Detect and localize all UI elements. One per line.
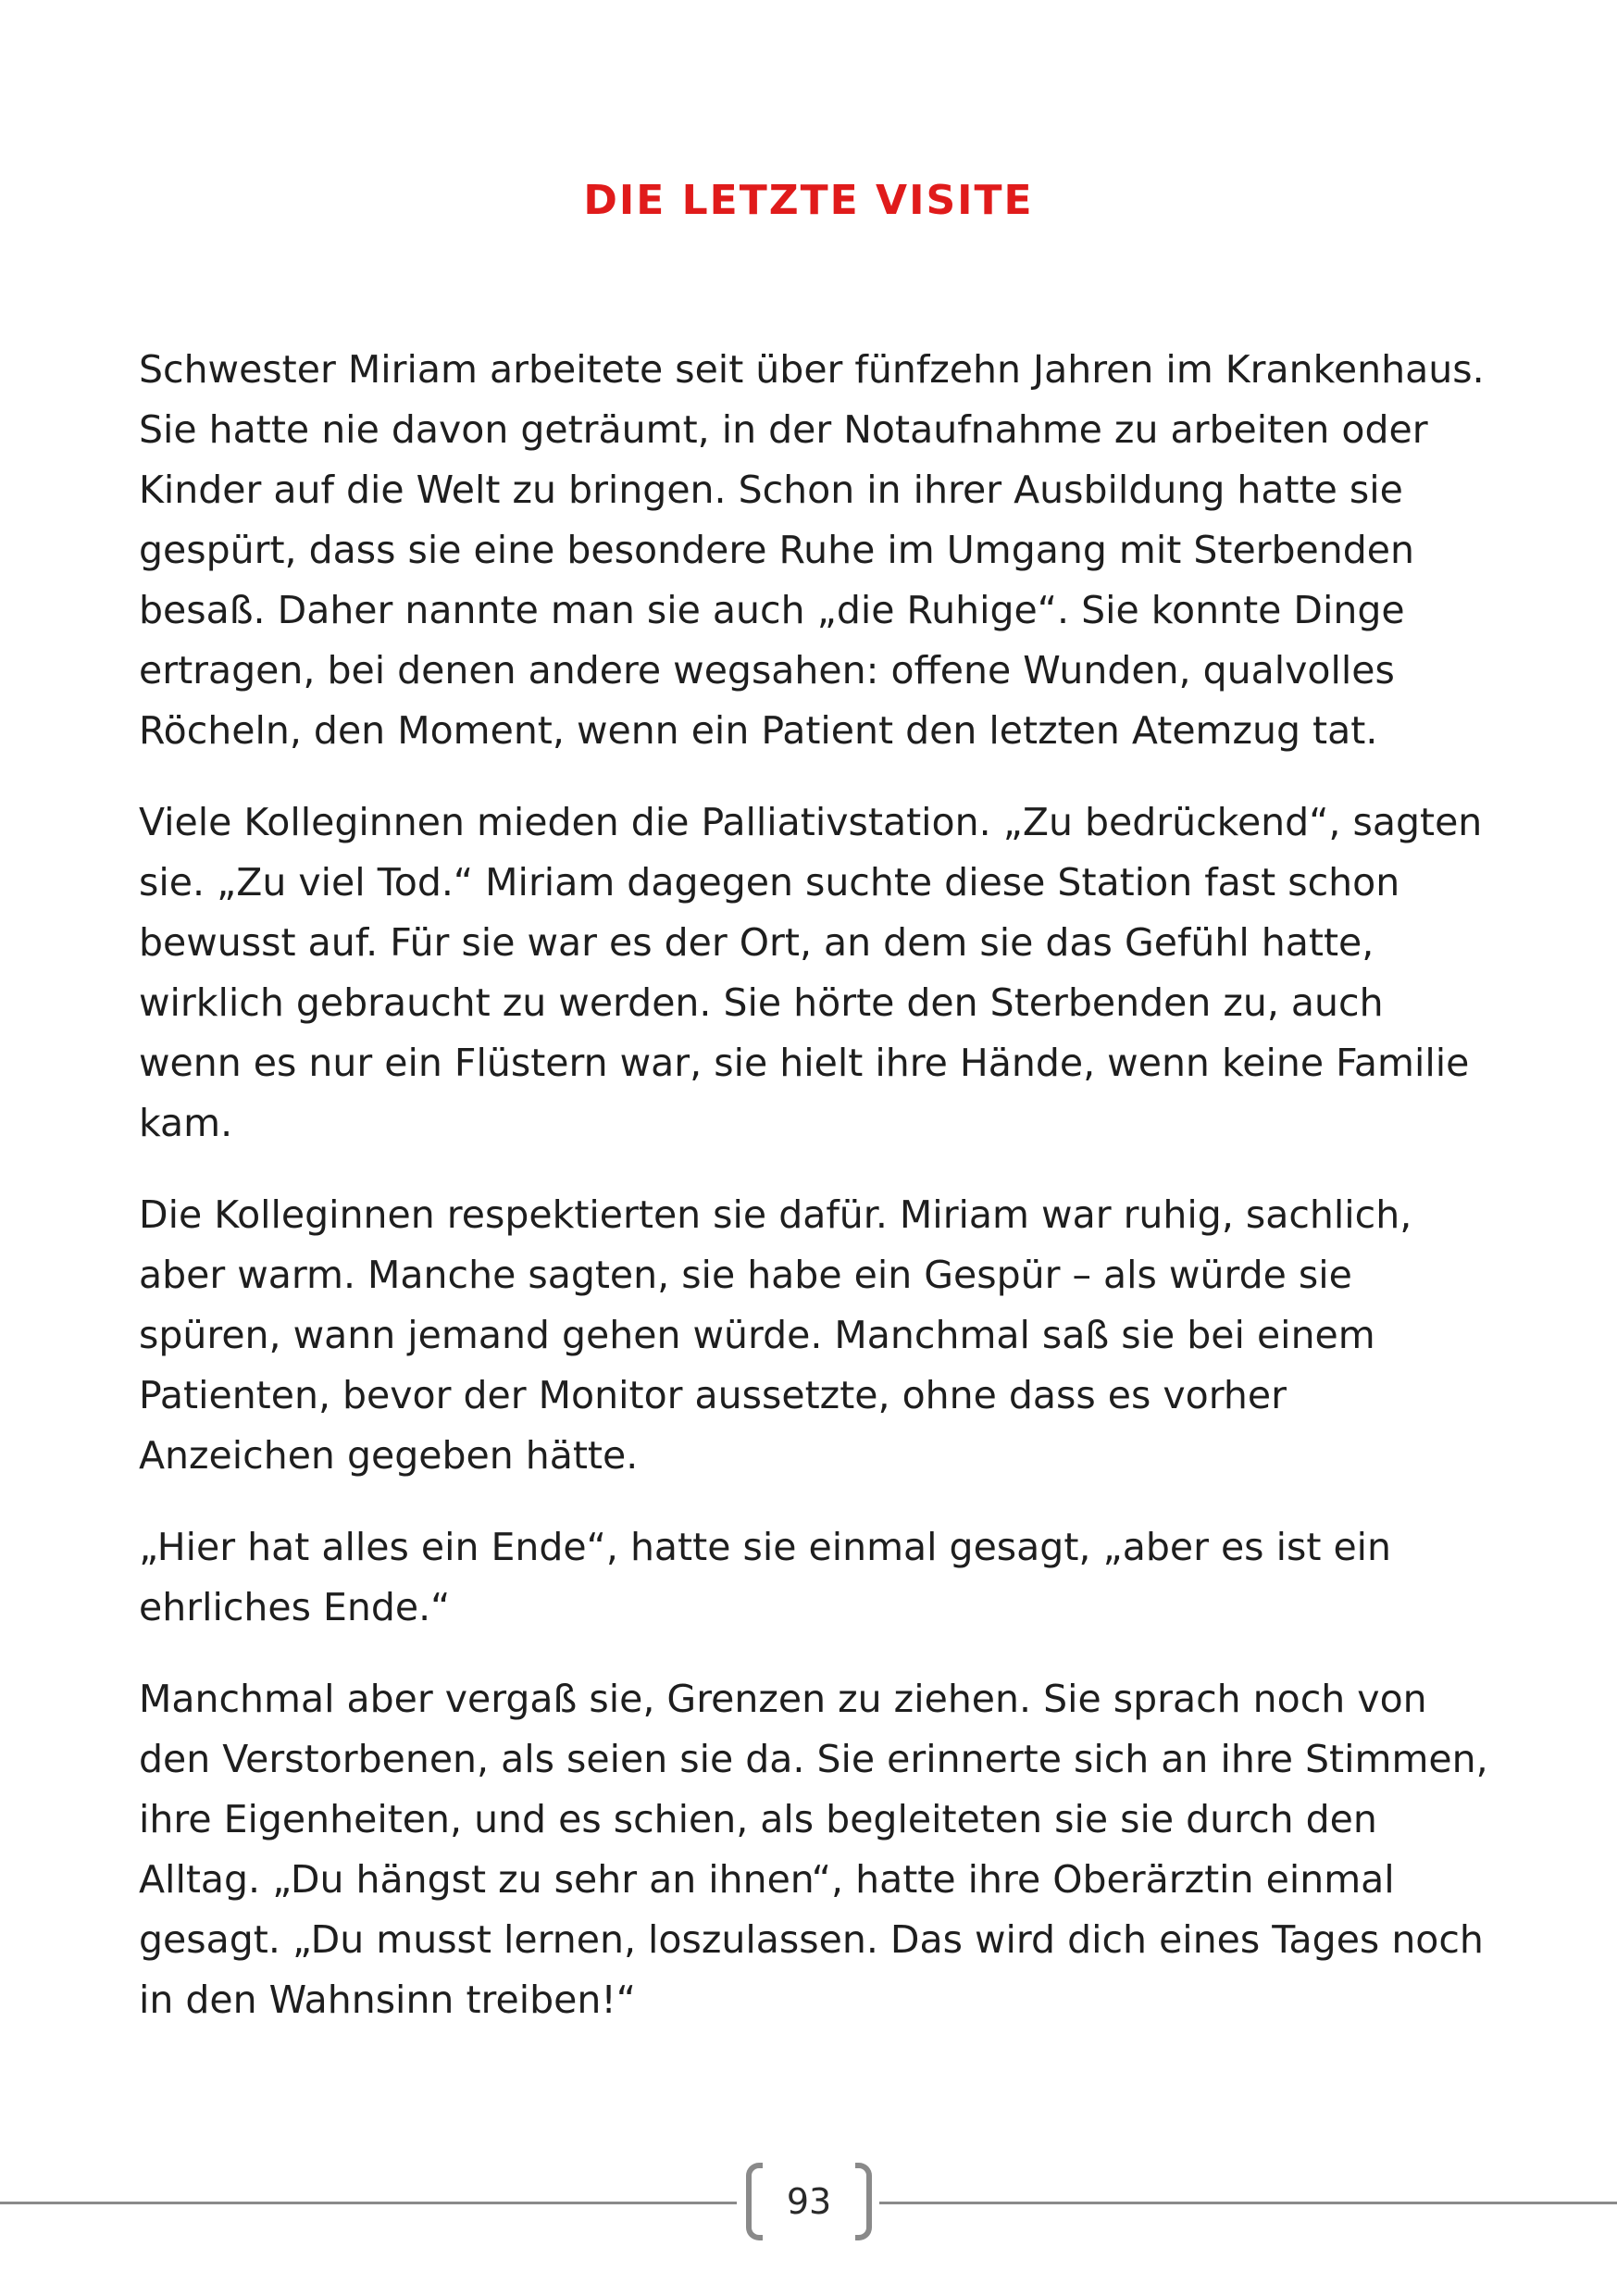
page-number: 93 bbox=[786, 2181, 832, 2222]
paragraph: Viele Kolleginnen mieden die Palliativstation. „Zu bedrückend“, sagten sie. „Zu viel Tod.“ Miriam dagegen suchte diese Station fast schon bewusst auf. Für sie war es der Ort, an dem sie das Gefühl hatte, wirklich gebraucht zu werden. Sie hörte den Sterbenden zu, auch wenn es nur ein Flüstern war, sie hielt ihre Hände, wenn keine Familie kam. bbox=[139, 800, 1483, 1145]
chapter-body bbox=[139, 340, 1490, 2062]
chapter-title: DIE LETZTE VISITE bbox=[583, 177, 1034, 225]
footer-rule-left bbox=[0, 2202, 737, 2204]
paragraph: Die Kolleginnen respektierten sie dafür. Miriam war ruhig, sachlich, aber warm. Manche sagten, sie habe ein Gespür – als würde sie spüren, wann jemand gehen würde. Manchmal saß sie bei einem Patienten, bevor der Monitor aussetzte, ohne dass es vorher Anzeichen gegeben hätte. bbox=[139, 1192, 1412, 1478]
paragraph: Schwester Miriam arbeitete seit über fünfzehn Jahren im Krankenhaus. Sie hatte nie davon geträumt, in der Notaufnahme zu arbeiten oder Kinder auf die Welt zu bringen. Schon in ihrer Ausbildung hatte sie gespürt, dass sie eine besondere Ruhe im Umgang mit Sterbenden besaß. Daher nannte man sie auch „die Ruhige“. Sie konnte Dinge ertragen, bei denen andere wegsahen: offene Wunden, qualvolles Röcheln, den Moment, wenn ein Patient den letzten Atemzug tat. bbox=[139, 347, 1485, 753]
footer-rule-right bbox=[879, 2202, 1617, 2204]
page-number-bracket-left bbox=[746, 2163, 763, 2240]
page-number-bracket-right bbox=[855, 2163, 872, 2240]
paragraph: „Hier hat alles ein Ende“, hatte sie einmal gesagt, „aber es ist ein ehrliches Ende.“ bbox=[139, 1525, 1392, 1629]
paragraph: Manchmal aber vergaß sie, Grenzen zu ziehen. Sie sprach noch von den Verstorbenen, als seien sie da. Sie erinnerte sich an ihre Stimmen, ihre Eigenheiten, und es schien, als begleiteten sie sie durch den Alltag. „Du hängst zu sehr an ihnen“, hatte ihre Oberärztin einmal gesagt. „Du musst lernen, loszulassen. Das wird dich eines Tages noch in den Wahnsinn treiben!“ bbox=[139, 1677, 1488, 2022]
